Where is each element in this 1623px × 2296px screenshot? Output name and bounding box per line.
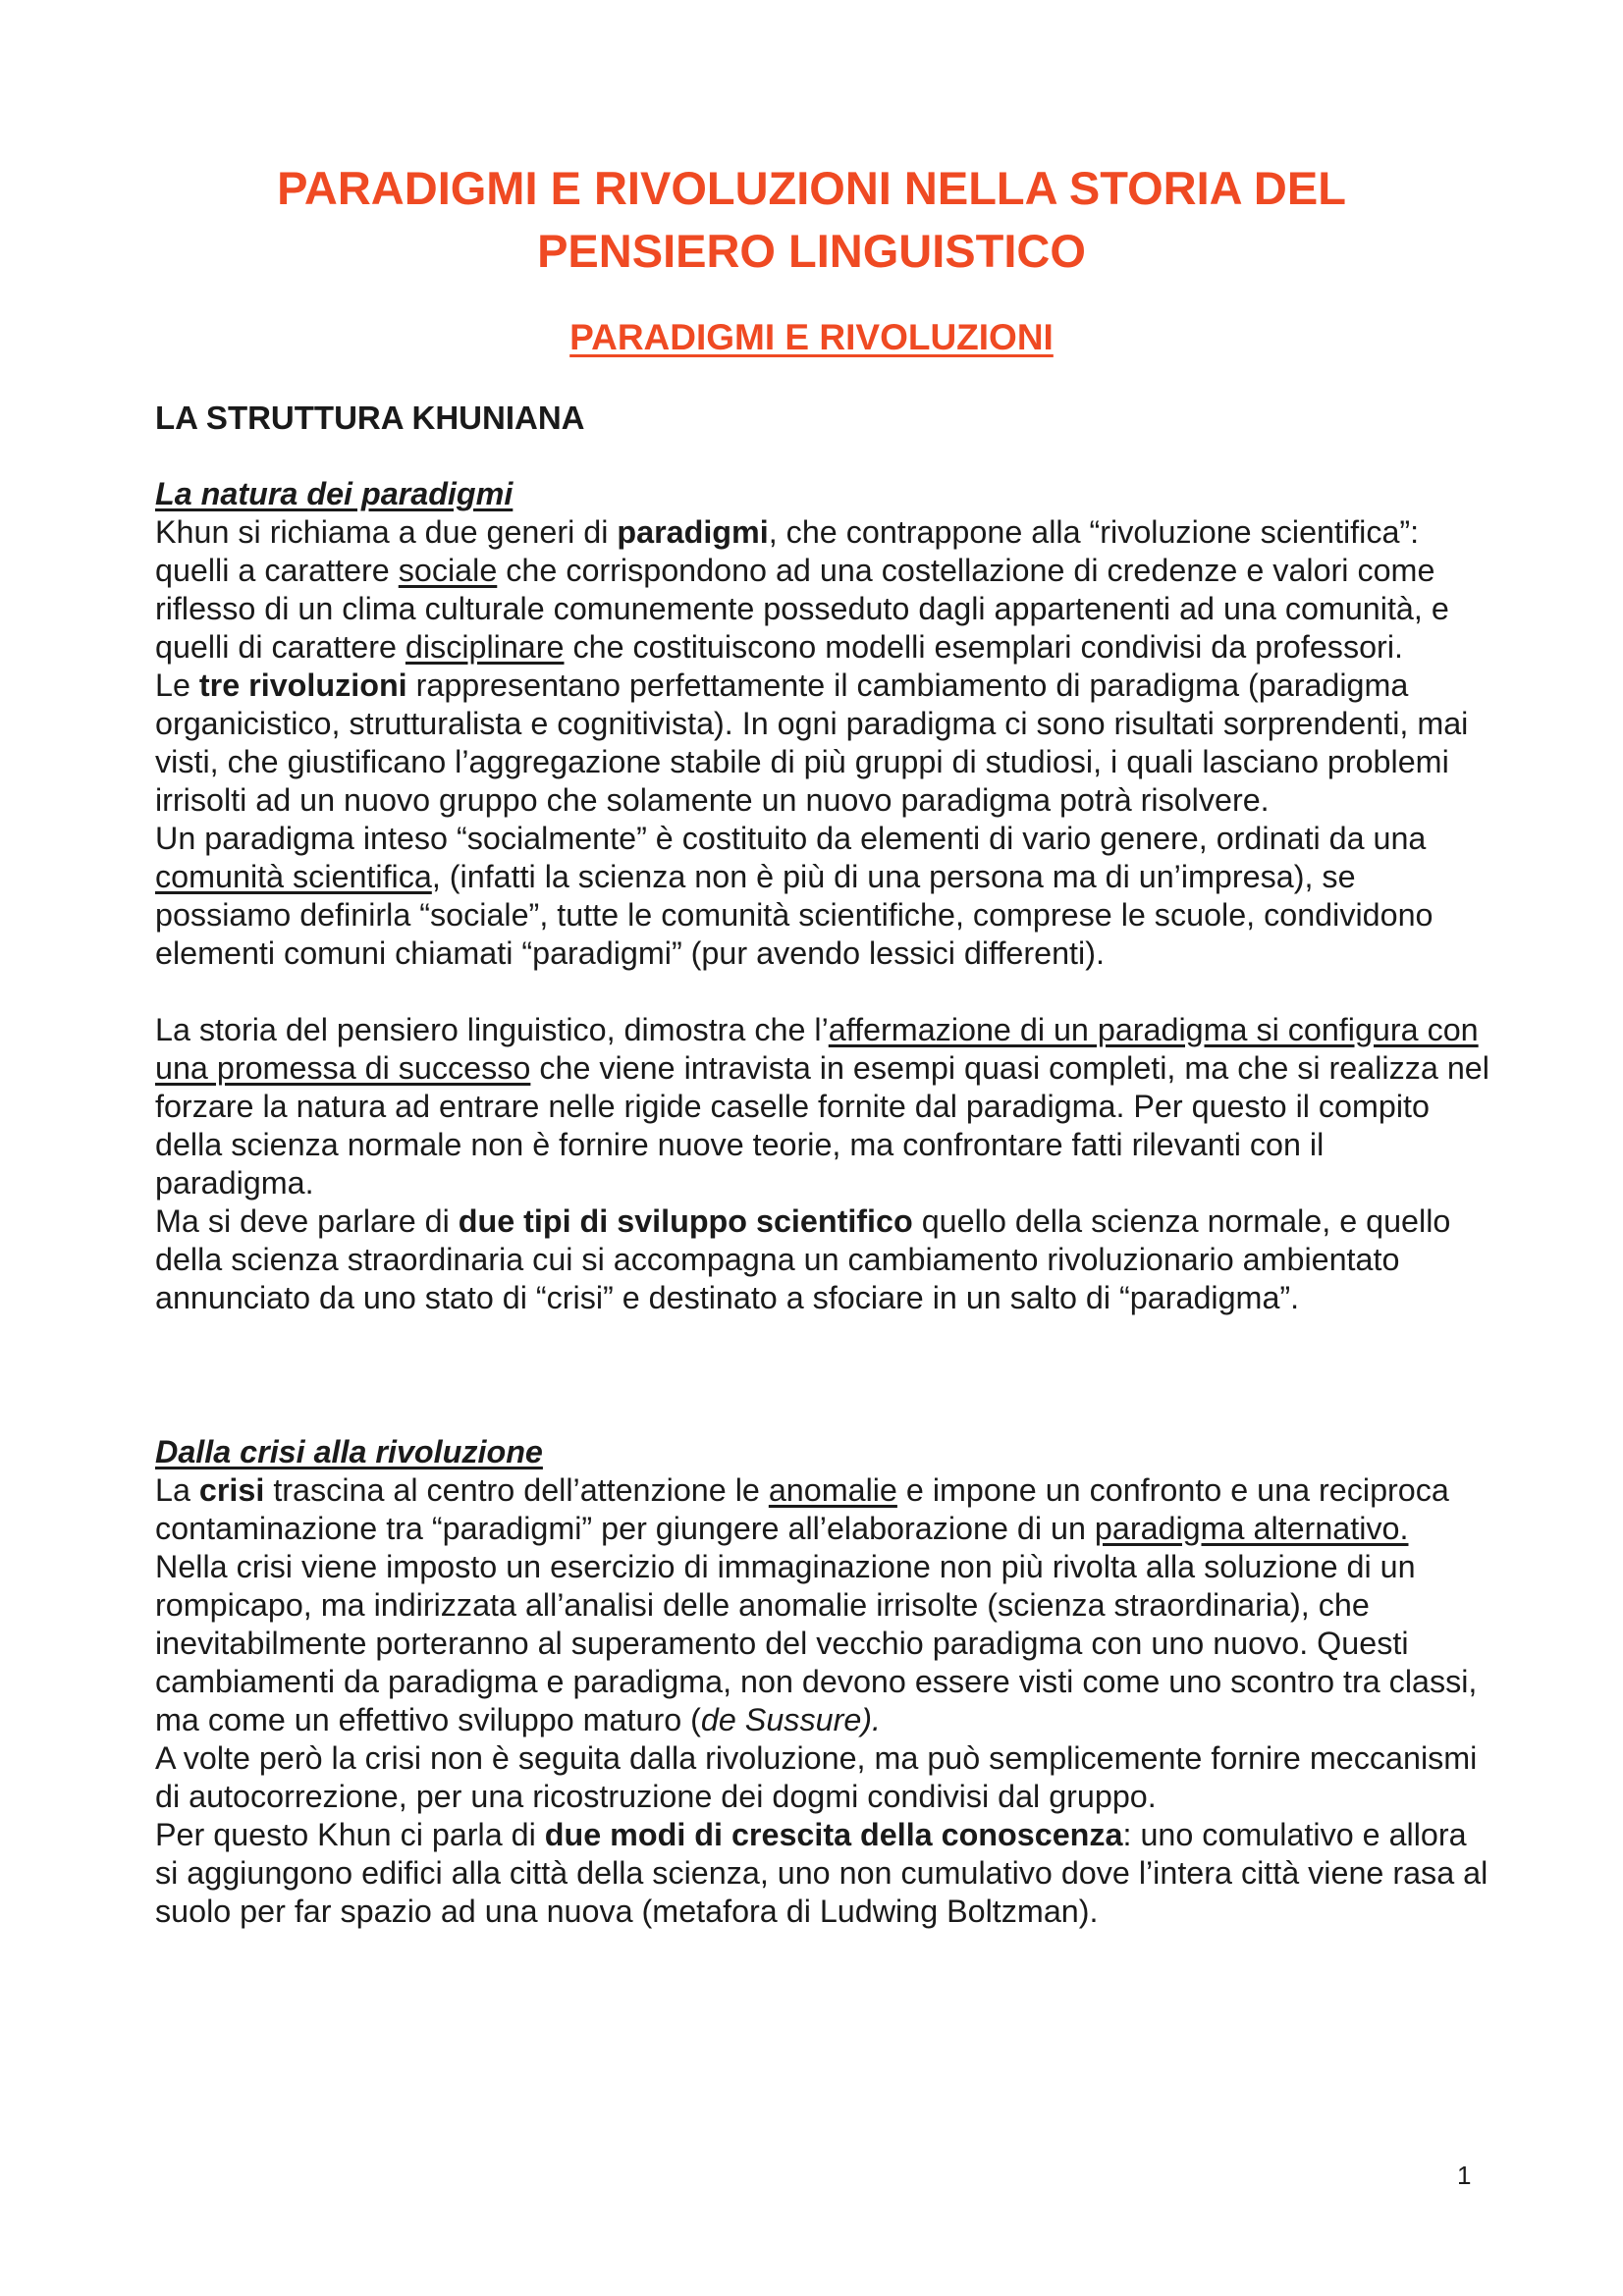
paragraph: Khun si richiama a due generi di paradigmi, che contrappone alla “rivoluzione scientifica”: quelli a carattere sociale che corrispondono ad una costellazione di credenze e valori come riflesso di un clima culturale comunemente posseduto dagli appartenenti ad una comunità, e quelli di carattere disciplinare che costituiscono modelli esemplari condivisi da professori.	[155, 514, 1449, 665]
underlined-term: paradigma alternativo.	[1094, 1511, 1409, 1546]
paragraph: Ma si deve parlare di due tipi di sviluppo scientifico quello della scienza normale, e quello della scienza straordinaria cui si accompagna un cambiamento rivoluzionario ambientato annunciato da uno stato di “crisi” e destinato a sfociare in un salto di “paradigma”.	[155, 1203, 1451, 1315]
paragraph: La storia del pensiero linguistico, dimostra che l’affermazione di un paradigma si configura con una promessa di successo che viene intravista in esempi quasi completi, ma che si realizza nel forzare la natura ad entrare nelle rigide caselle fornite dal paradigma. Per questo il compito della scienza normale non è fornire nuove teorie, ma confrontare fatti rilevanti con il paradigma.	[155, 1012, 1489, 1201]
bold-term: tre rivoluzioni	[198, 667, 407, 703]
paragraph: A volte però la crisi non è seguita dalla rivoluzione, ma può semplicemente fornire meccanismi di autocorrezione, per una ricostruzione dei dogmi condivisi dal gruppo.	[155, 1740, 1478, 1814]
section-heading: LA STRUTTURA KHUNIANA	[155, 400, 585, 436]
bold-term: due tipi di sviluppo scientifico	[458, 1203, 913, 1239]
bold-term: paradigmi	[617, 514, 769, 550]
paragraph: Nella crisi viene imposto un esercizio di immaginazione non più rivolta alla soluzione di un rompicapo, ma indirizzata all’analisi delle anomalie irrisolte (scienza straordinaria), che inevitabilmente porteranno al superamento del vecchio paradigma con uno nuovo. Questi cambiamenti da paradigma e paradigma, non devono essere visti come uno scontro tra classi, ma come un effettivo sviluppo maturo (de Sussure).	[155, 1549, 1478, 1737]
underlined-term: comunità scientifica	[155, 859, 432, 894]
paragraph: La crisi trascina al centro dell’attenzione le anomalie e impone un confronto e una reciproca contaminazione tra “paradigmi” per giungere all’elaborazione di un paradigma alternativo.	[155, 1472, 1449, 1546]
document-title	[0, 157, 1623, 283]
underlined-term: anomalie	[768, 1472, 897, 1508]
paragraph: Un paradigma inteso “socialmente” è costituito da elementi di vario genere, ordinati da una comunità scientifica, (infatti la scienza non è più di una persona ma di un’impresa), se possiamo definirla “sociale”, tutte le comunità scientifiche, comprese le scuole, condividono elementi comuni chiamati “paradigmi” (pur avendo lessici differenti).	[155, 821, 1434, 971]
bold-term: crisi	[198, 1472, 265, 1508]
bold-term: due modi di crescita della conoscenza	[544, 1817, 1123, 1852]
paragraph: Le tre rivoluzioni rappresentano perfettamente il cambiamento di paradigma (paradigma organicistico, strutturalista e cognitivista). In ogni paradigma ci sono risultati sorprendenti, mai visti, che giustificano l’aggregazione stabile di più gruppi di studiosi, i quali lasciano problemi irrisolti ad un nuovo gruppo che solamente un nuovo paradigma potrà risolvere.	[155, 667, 1469, 818]
page-number: 1	[1457, 2161, 1472, 2190]
paragraph: Per questo Khun ci parla di due modi di crescita della conoscenza: uno comulativo e allora si aggiungono edifici alla città della scienza, uno non cumulativo dove l’intera città viene rasa al suolo per far spazio ad una nuova (metafora di Ludwing Boltzman).	[155, 1817, 1488, 1929]
italic-term: de Sussure).	[700, 1702, 882, 1737]
section-title: La natura dei paradigmi	[155, 476, 514, 511]
underlined-term: sociale	[398, 553, 498, 588]
title-line-1: PARADIGMI E RIVOLUZIONI NELLA STORIA DEL	[277, 162, 1346, 214]
underlined-term: affermazione di un paradigma si configura con una promessa di successo	[155, 1012, 1479, 1086]
section-crisi-rivoluzione	[155, 1433, 1490, 1931]
title-line-2: PENSIERO LINGUISTICO	[537, 225, 1086, 277]
paragraph-gap	[155, 973, 1490, 1011]
underlined-term: disciplinare	[405, 629, 565, 665]
section-title: Dalla crisi alla rivoluzione	[155, 1434, 543, 1469]
document-subtitle: PARADIGMI E RIVOLUZIONI	[569, 317, 1054, 357]
section-natura-paradigmi	[155, 475, 1490, 1317]
